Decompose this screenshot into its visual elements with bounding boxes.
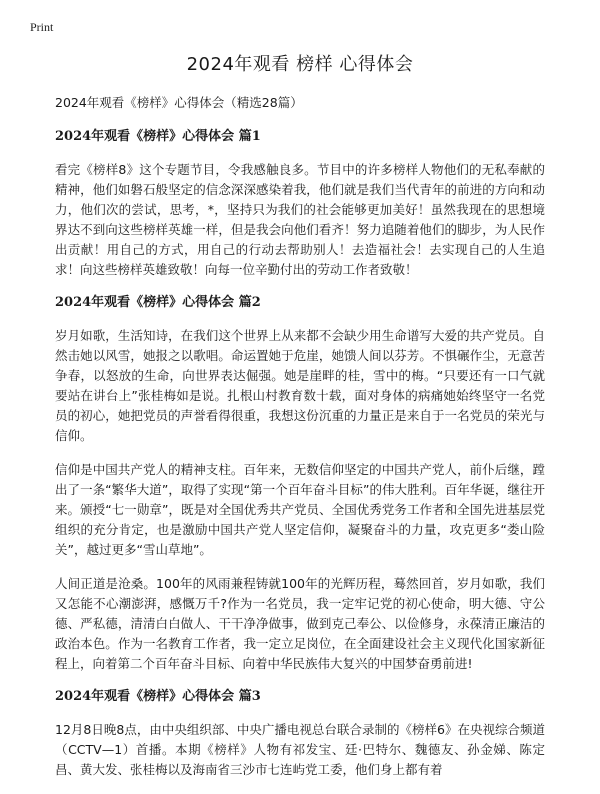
section-paragraph: 12月8日晚8点，由中央组织部、中央广播电视总台联合录制的《榜样6》在央视综合频道（CCTV—1）首播。本期《榜样》人物有祁发宝、廷·巴特尔、魏德友、孙金娣、陈定昌、黄大发、张桂梅以及海南省三沙市七连屿党工委，他们身上都有着 (55, 722, 545, 777)
section-heading: 2024年观看《榜样》心得体会 篇2 (55, 295, 261, 310)
section-paragraph: 看完《榜样8》这个专题节目，令我感触良多。节目中的许多榜样人物他们的无私奉献的精神，他们如磐石般坚定的信念深深感染着我，他们就是我们当代青年的前进的方向和动力，他们次的尝试，思考，*，坚持只为我们的社会能够更加美好！虽然我现在的思想境界达不到向这些榜样英雄一样，但是我会向他们看齐！努力追随着他们的脚步，为人民作出贡献！用自己的方式，用自己的行动去帮助别人！去造福社会！去实现自己的人生追求！向这些榜样英雄致敬！向每一位辛勤付出的劳动工作者致敬！ (55, 162, 545, 277)
print-link[interactable]: Print (30, 20, 54, 34)
section-paragraph: 信仰是中国共产党人的精神支柱。百年来，无数信仰坚定的中国共产党人，前仆后继，蹚出了一条“繁华大道”，取得了实现“第一个百年奋斗目标”的伟大胜利。百年华诞，继往开来。颁授“七一勋章”，既是对全国优秀共产党员、全国优秀党务工作者和全国先进基层党组织的充分肯定，也是激励中国共产党人坚定信仰，凝聚奋斗的力量，攻克更多“娄山险关”，越过更多“雪山草地”。 (55, 462, 545, 557)
section-paragraph: 岁月如歌，生活知诗，在我们这个世界上从来都不会缺少用生命谱写大爱的共产党员。自然击她以风雪，她报之以歌唱。命运置她于危崖，她馈人间以芬芳。不惧碾作尘，无意苦争春，以怒放的生命，向世界表达倔强。她是崖畔的桂，雪中的梅。“只要还有一口气就要站在讲台上”张桂梅如是说。扎根山村教育数十载，面对身体的病痛她始终坚守一名党员的初心，她把党员的声誉看得很重，我想这份沉重的力量正是来自于一名党员的荣光与信仰。 (55, 328, 545, 443)
document-subtitle: 2024年观看《榜样》心得体会（精选28篇） (55, 95, 303, 110)
section-3 (55, 688, 545, 780)
section-2 (55, 294, 545, 674)
section-1 (55, 128, 545, 280)
section-paragraph: 人间正道是沧桑。100年的风雨兼程铸就100年的光辉历程，蓦然回首，岁月如歌，我们又怎能不心潮澎湃，感慨万千?作为一名党员，我一定牢记党的初心使命，明大德、守公德、严私德，清清白白做人、干干净净做事，做到克己奉公、以俭修身，永葆清正廉洁的政治本色。作为一名教育工作者，我一定立足岗位，在全面建设社会主义现代化国家新征程上，向着第二个百年奋斗目标、向着中华民族伟大复兴的中国梦奋勇前进! (55, 576, 545, 671)
section-heading: 2024年观看《榜样》心得体会 篇1 (55, 129, 261, 144)
document-page (55, 52, 545, 794)
document-title: 2024年观看 榜样 心得体会 (186, 54, 414, 75)
section-heading: 2024年观看《榜样》心得体会 篇3 (55, 689, 261, 704)
